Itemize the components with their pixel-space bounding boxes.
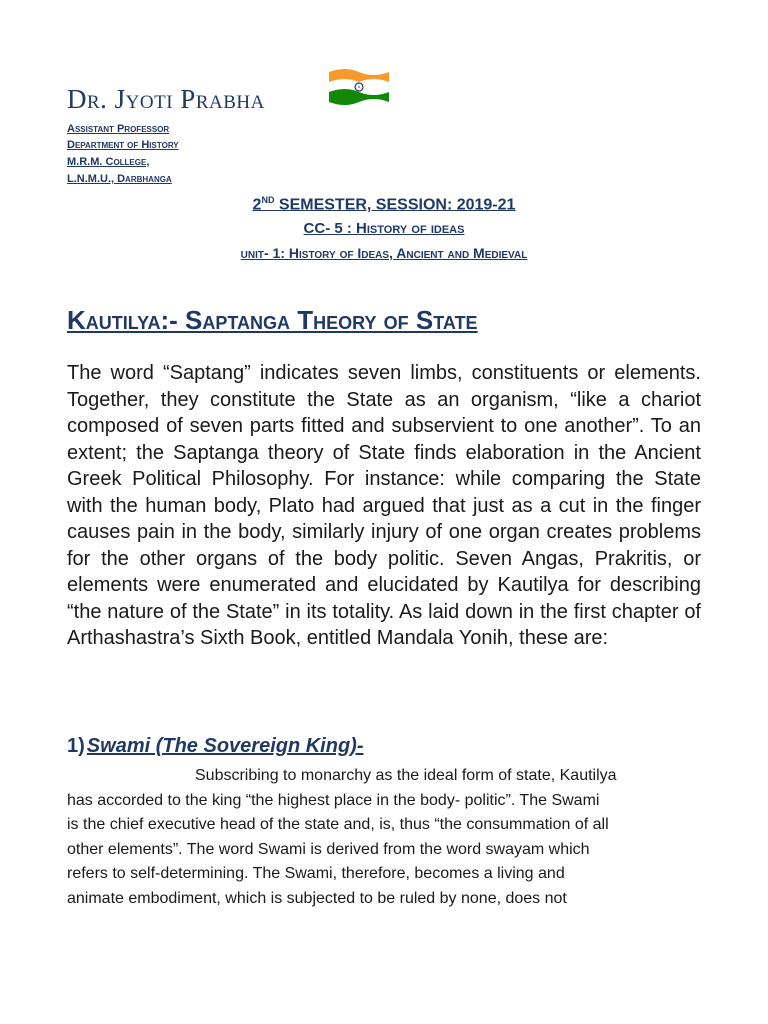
section-line: Subscribing to monarchy as the ideal form of state, Kautilya (195, 767, 617, 784)
intro-paragraph: The word “Saptang” indicates seven limbs, constituents or elements. Together, they constitute the State as an organism, “like a chariot composed of seven parts fitted and subservient to one another”. To an extent; the Saptanga theory of State finds elaboration in the Ancient Greek Political Philosophy. For instance: while comparing the State with the human body, Plato had argued that just as a cut in the finger causes pain in the body, similarly injury of one organ creates problems for the other organs of the body politic. Seven Angas, Prakritis, or elements were enumerated and elucidated by Kautilya for describing “the nature of the State” in its totality. As laid down in the first chapter of Arthashastra’s Sixth Book, entitled Mandala Yonih, these are: (67, 362, 701, 649)
semester-ordinal: ND (261, 195, 275, 205)
section-title: Swami (The Sovereign King)- (86, 735, 364, 757)
affiliation-university: L.N.M.U., Darbhanga (67, 173, 172, 185)
author-name: Dr. Jyoti Prabha (67, 84, 265, 114)
affiliation-title: Assistant Professor (67, 123, 170, 135)
section-line: is the chief executive head of the state and, is, thus “the consummation of all (67, 816, 609, 833)
affiliation-department: Department of History (67, 139, 179, 151)
semester-line (0, 195, 768, 214)
section-line: other elements”. The word Swami is derived from the word swayam which (67, 840, 590, 858)
section-heading (67, 735, 364, 758)
unit-line: unit- 1: History of Ideas, Ancient and Medieval (240, 245, 528, 261)
section-line: refers to self-determining. The Swami, therefore, becomes a living and (67, 865, 565, 882)
affiliation-college: M.R.M. College, (67, 156, 150, 168)
document-title: Kautilya:- Saptanga Theory of State (67, 305, 478, 335)
section-line: has accorded to the king “the highest place in the body- politic”. The Swami (67, 791, 600, 809)
section-body (67, 764, 707, 911)
indian-flag-icon (327, 66, 391, 106)
course-line: CC- 5 : History of ideas (303, 220, 465, 237)
section-number: 1) (67, 735, 85, 757)
section-line: animate embodiment, which is subjected to be ruled by none, does not (67, 889, 567, 907)
semester-session: SEMESTER, SESSION: 2019-21 (274, 196, 516, 214)
semester-number: 2 (252, 196, 262, 214)
